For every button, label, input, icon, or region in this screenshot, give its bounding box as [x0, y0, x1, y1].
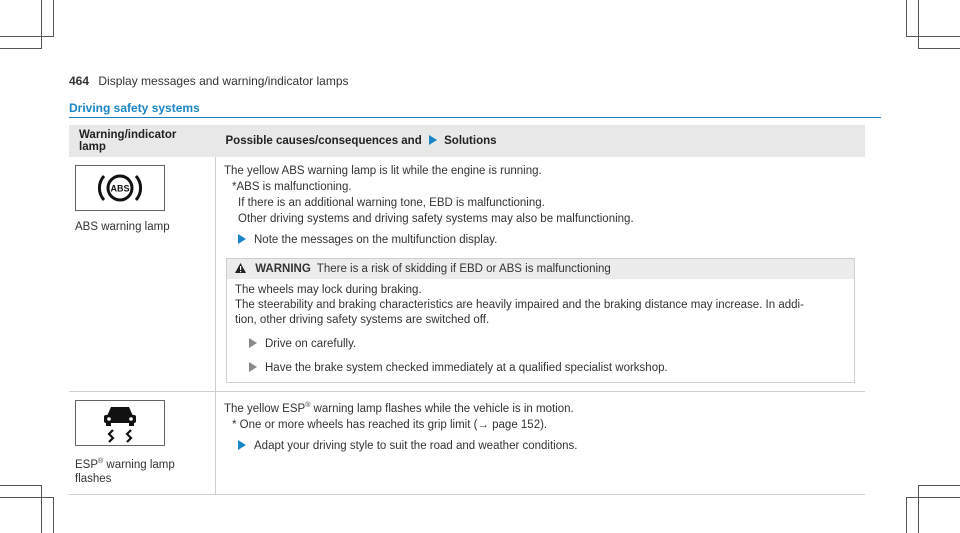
table-row	[69, 157, 865, 392]
instruction-arrow-icon	[249, 362, 257, 372]
page-number: 464	[69, 74, 90, 88]
running-header	[69, 74, 349, 88]
desc-line	[224, 398, 855, 417]
instruction-text: Note the messages on the multifunction display.	[254, 234, 498, 246]
crop-mark	[41, 0, 42, 48]
crop-mark	[918, 0, 919, 48]
col-header-causes-text: Possible causes/consequences and	[225, 135, 422, 147]
lamp-caption: ABS warning lamp	[75, 221, 170, 233]
warning-title: There is a risk of skidding if EBD or ABS is malfunctioning	[316, 263, 611, 275]
desc-line: If there is an additional warning tone, EBD is malfunctioning.	[238, 197, 545, 209]
description-cell	[216, 392, 866, 495]
esp-lamp-box	[75, 400, 165, 446]
warning-title-bar	[227, 259, 854, 279]
warning-line: The steerability and braking characteristics are heavily impaired and the braking distance may increase. In addi-	[235, 299, 804, 311]
esp-skid-icon	[95, 403, 145, 443]
desc-line: The yellow ABS warning lamp is lit while the engine is running.	[224, 165, 542, 177]
instruction-arrow-icon	[238, 234, 246, 244]
desc-text: The yellow ESP	[224, 402, 306, 415]
lamp-caption-text: warning lamp flashes	[75, 458, 175, 485]
warning-body	[227, 279, 854, 382]
crop-mark	[906, 36, 960, 37]
table-header-row	[69, 125, 865, 157]
warning-triangle-icon	[235, 263, 246, 273]
warning-label: WARNING	[255, 263, 311, 275]
col-header-causes	[216, 125, 866, 157]
crop-mark	[0, 48, 42, 49]
crop-mark	[53, 497, 54, 533]
abs-lamp-box	[75, 165, 165, 211]
description-cell	[216, 157, 866, 392]
desc-line: *ABS is malfunctioning.	[232, 181, 352, 193]
instruction-item	[224, 438, 855, 454]
abs-warning-icon	[90, 168, 150, 208]
desc-line: Other driving systems and driving safety systems may also be malfunctioning.	[238, 213, 634, 225]
svg-text:ABS: ABS	[110, 183, 130, 194]
instruction-arrow-icon	[238, 440, 246, 450]
warning-box	[226, 258, 855, 383]
desc-line[interactable]: * One or more wheels has reached its grip limit (→ page 152).	[232, 418, 548, 431]
instruction-text: Have the brake system checked immediately at a qualified specialist workshop.	[265, 362, 668, 374]
instruction-text: Drive on carefully.	[265, 338, 357, 350]
crop-mark	[906, 497, 907, 533]
crop-mark	[0, 36, 54, 37]
section-title: Driving safety systems	[69, 101, 200, 115]
col-header-solutions-text: Solutions	[444, 135, 497, 147]
lamp-cell	[69, 392, 216, 495]
lamp-caption	[75, 455, 205, 486]
registered-mark: ®	[98, 458, 104, 465]
section-rule	[69, 117, 881, 118]
instruction-text: Adapt your driving style to suit the road and weather conditions.	[254, 439, 578, 452]
warning-instruction	[235, 336, 846, 352]
crop-mark	[0, 485, 42, 486]
table-row	[69, 392, 865, 495]
lamp-caption-text: ESP	[75, 458, 99, 471]
crop-mark	[906, 497, 960, 498]
crop-mark	[918, 485, 960, 486]
instruction-arrow-icon	[249, 338, 257, 348]
crop-mark	[906, 0, 907, 36]
lamp-table	[69, 125, 865, 495]
crop-mark	[53, 0, 54, 36]
warning-line: The wheels may lock during braking.	[235, 284, 422, 296]
running-title: Display messages and warning/indicator lamps	[98, 74, 349, 88]
crop-mark	[918, 48, 960, 49]
registered-mark: ®	[305, 402, 311, 409]
solutions-arrow-icon	[429, 135, 437, 145]
crop-mark	[918, 485, 919, 533]
desc-text: warning lamp flashes while the vehicle is in motion.	[310, 402, 574, 415]
lamp-cell	[69, 157, 216, 392]
crop-mark	[41, 485, 42, 533]
warning-instruction	[235, 360, 846, 376]
warning-line: tion, other driving safety systems are switched off.	[235, 314, 490, 326]
crop-mark	[0, 497, 54, 498]
instruction-item	[224, 232, 855, 248]
col-header-lamp: Warning/indicator lamp	[69, 125, 216, 157]
